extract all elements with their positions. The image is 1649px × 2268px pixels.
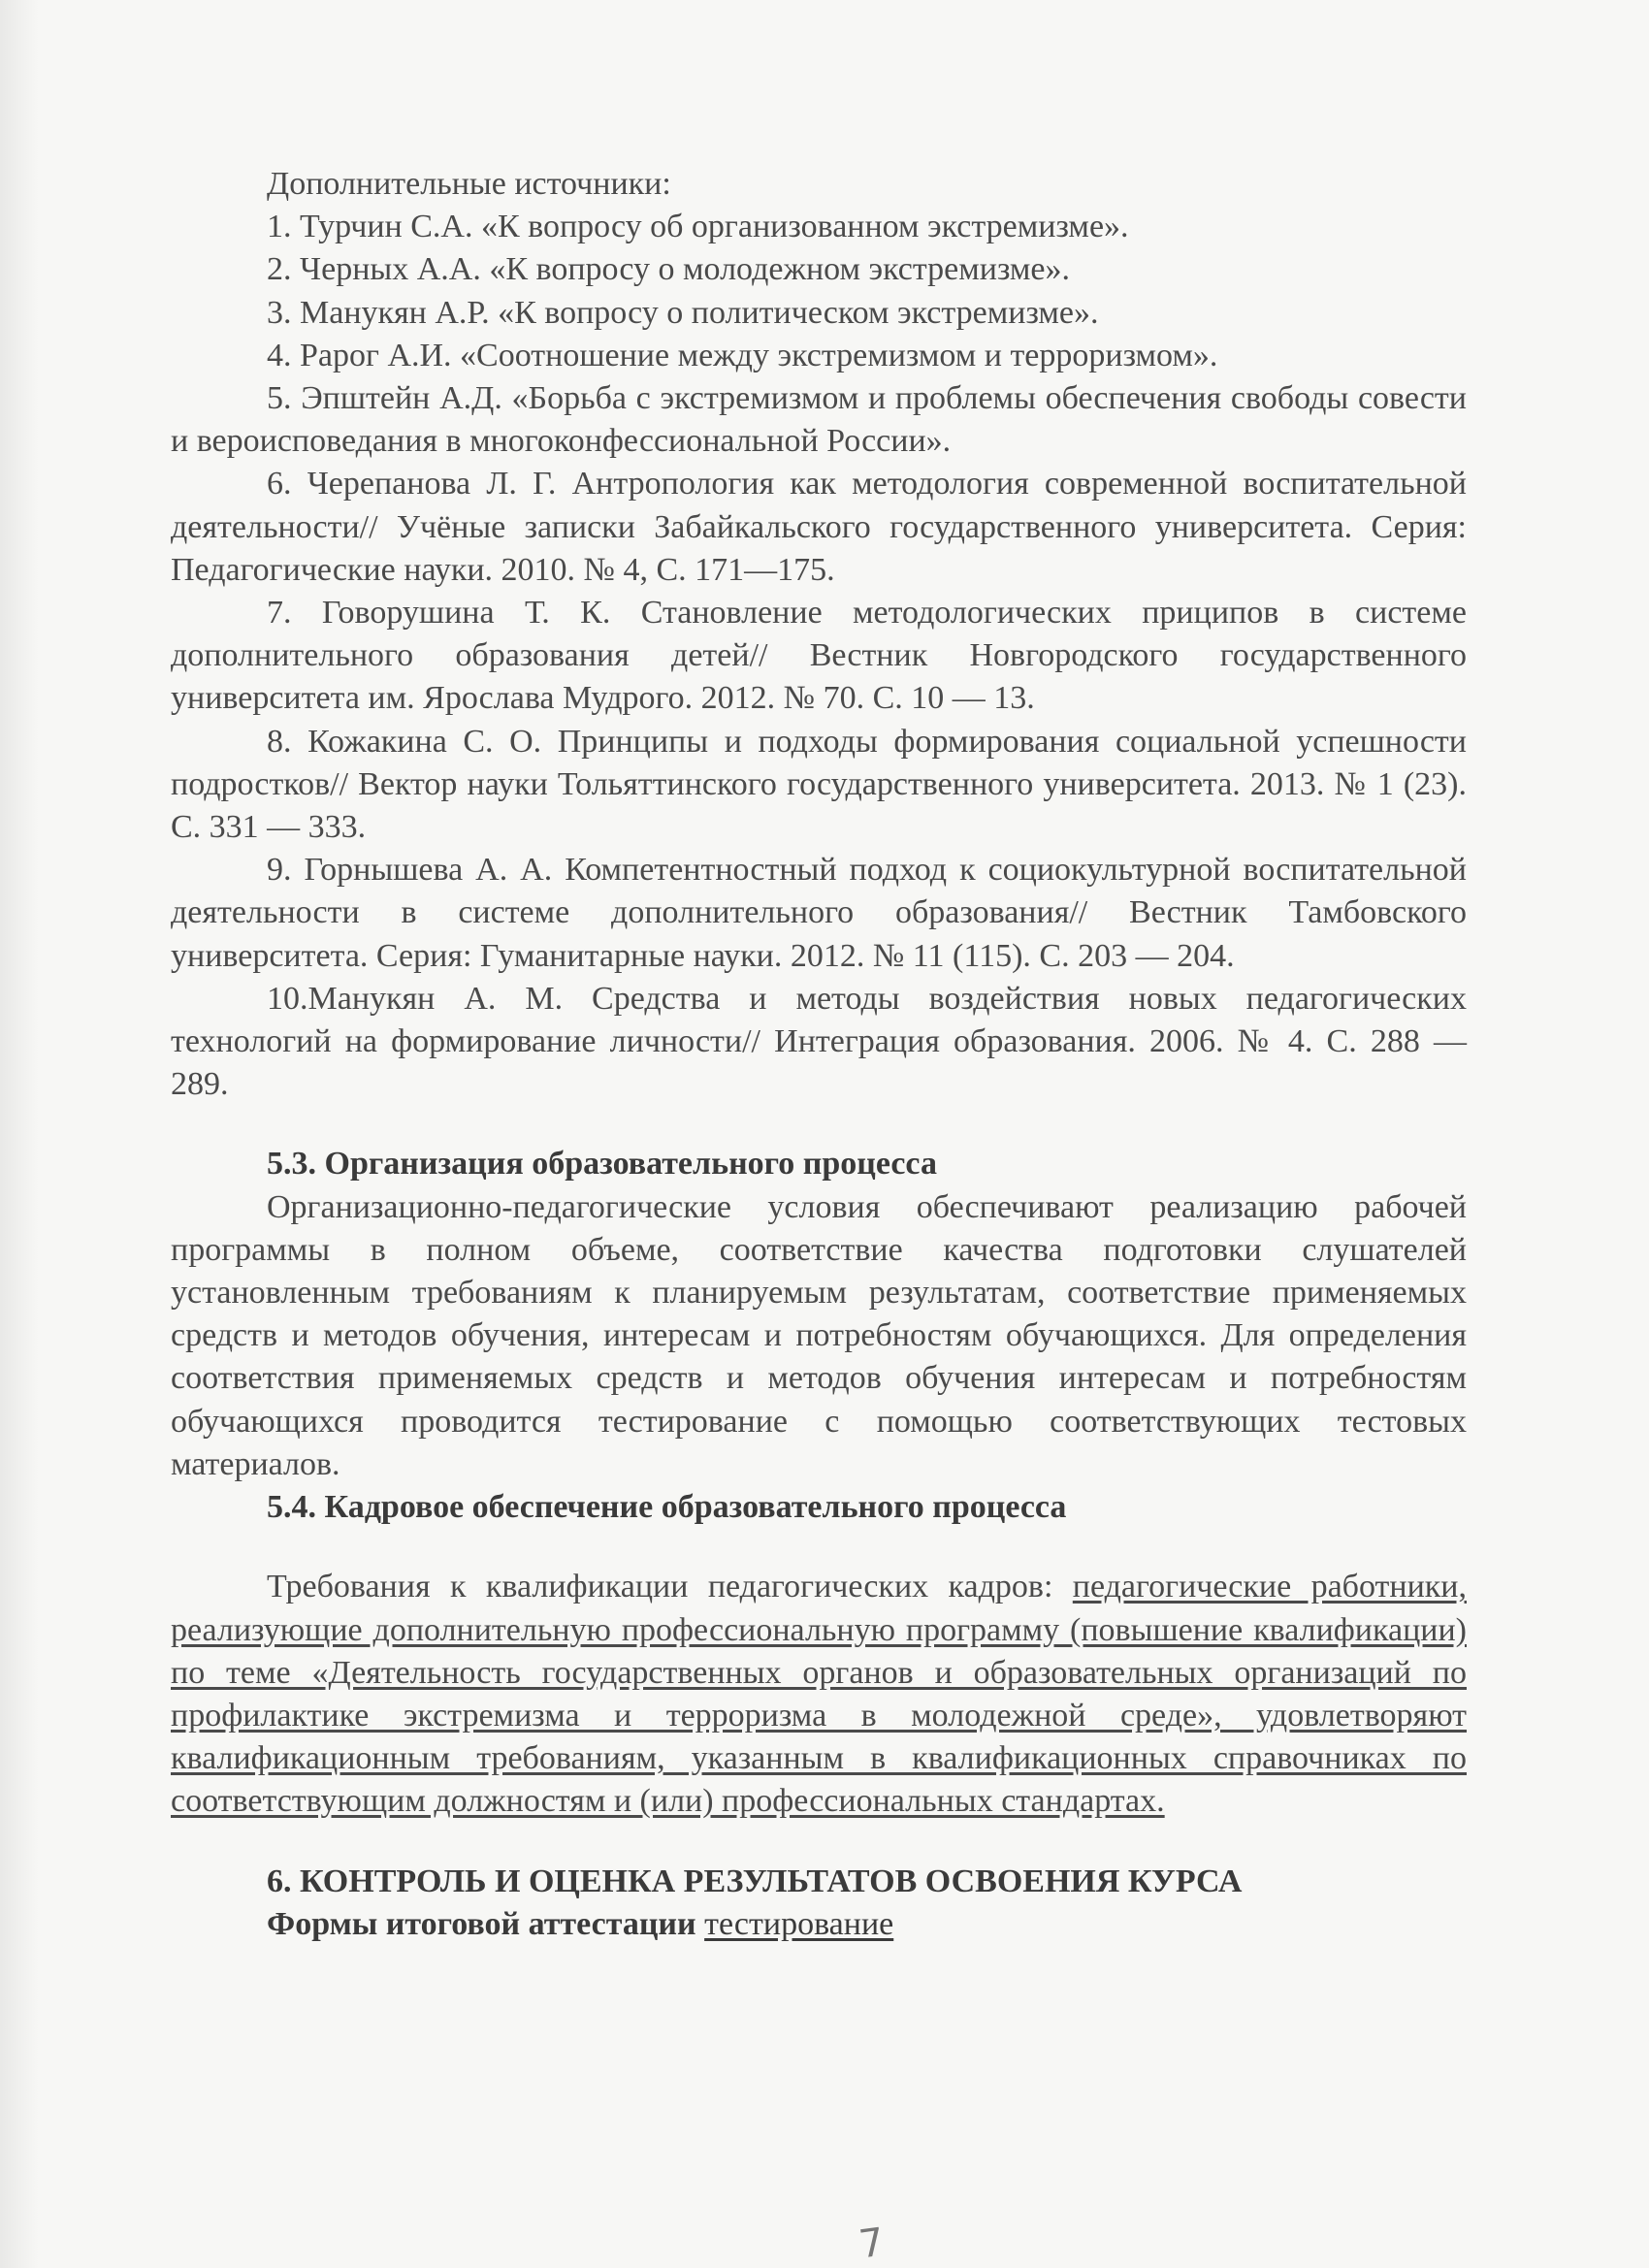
- attestation-label: Формы итоговой аттестации: [267, 1905, 696, 1942]
- section-5-3-heading: 5.3. Организация образовательного процесса: [267, 1146, 937, 1183]
- source-item-8: 8. Кожакина С. О. Принципы и подходы формирования социальной успешности подростков// Вектор науки Тольяттинского государственного университета. 2013. № 1 (23). С. 331 — 333.: [171, 723, 1467, 846]
- spacer: [171, 1529, 1467, 1566]
- spacer: [171, 1824, 1467, 1861]
- source-item-5: 5. Эпштейн А.Д. «Борьба с экстремизмом и проблемы обеспечения свободы совести и вероисповедания в многоконфессиональной России».: [171, 380, 1467, 460]
- attestation-line: [171, 1903, 1467, 1946]
- source-item-9: 9. Горнышева А. А. Компетентностный подход к социокультурной воспитательной деятельности в системе дополнительного образования// Вестник Тамбовского университета. Серия: Гуманитарные науки. 2012. № 11 (115). С. 203 — 204.: [171, 852, 1467, 974]
- page-content: [171, 163, 1467, 1946]
- source-item-6: 6. Черепанова Л. Г. Антропология как методология современной воспитательной деятельности// Учёные записки Забайкальского государственного университета. Серия: Педагогические науки. 2010. № 4, С. 171—175.: [171, 466, 1467, 588]
- source-item-1: 1. Турчин С.А. «К вопросу об организованном экстремизме».: [267, 209, 1129, 245]
- source-item-4: 4. Рарог А.И. «Соотношение между экстремизмом и терроризмом».: [267, 337, 1218, 373]
- section-5-4-text-lead: Требования к квалификации педагогических кадров:: [267, 1569, 1073, 1605]
- spacer: [171, 1106, 1467, 1143]
- source-item-2: 2. Черных А.А. «К вопросу о молодежном экстремизме».: [267, 251, 1071, 288]
- attestation-value: тестирование: [704, 1905, 894, 1942]
- source-item-10: 10.Манукян А. М. Средства и методы воздействия новых педагогических технологий на формирование личности// Интеграция образования. 2006. № 4. С. 288 — 289.: [171, 980, 1467, 1103]
- sources-list: [171, 206, 1467, 1106]
- section-5-4-text: [171, 1566, 1467, 1823]
- section-5-3-text: Организационно-педагогические условия обеспечивают реализацию рабочей программы в полном объеме, соответствие качества подготовки слушателей установленным требованиям к планируемым результатам, соответствие применяемых средств и методов обучения, интересам и потребностям обучающихся. Для определения соответствия применяемых средств и методов обучения интересам и потребностям обучающихся проводится тестирование с помощью соответствующих тестовых материалов.: [171, 1188, 1467, 1482]
- handwritten-page-number: 7: [856, 2219, 888, 2268]
- source-item-3: 3. Манукян А.Р. «К вопросу о политическом экстремизме».: [267, 294, 1099, 331]
- scan-edge-shadow: [0, 0, 39, 2268]
- section-5-4-text-underlined: педагогические работники, реализующие дополнительную профессиональную программу (повышение квалификации) по теме «Деятельность государственных органов и образовательных организаций по профилактике экстремизма и терроризма в молодежной среде», удовлетворяют квалификационным требованиям, указанным в квалификационных справочниках по соответствующим должностям и (или) профессиональных стандартах.: [171, 1569, 1467, 1820]
- section-5-4-heading: 5.4. Кадровое обеспечение образовательного процесса: [267, 1489, 1067, 1526]
- source-item-7: 7. Говорушина Т. К. Становление методологических приципов в системе дополнительного образования детей// Вестник Новгородского государственного университета им. Ярослава Мудрого. 2012. № 70. С. 10 — 13.: [171, 595, 1467, 717]
- additional-sources-title: Дополнительные источники:: [267, 166, 671, 202]
- section-6-heading: 6. КОНТРОЛЬ И ОЦЕНКА РЕЗУЛЬТАТОВ ОСВОЕНИЯ КУРСА: [267, 1863, 1243, 1899]
